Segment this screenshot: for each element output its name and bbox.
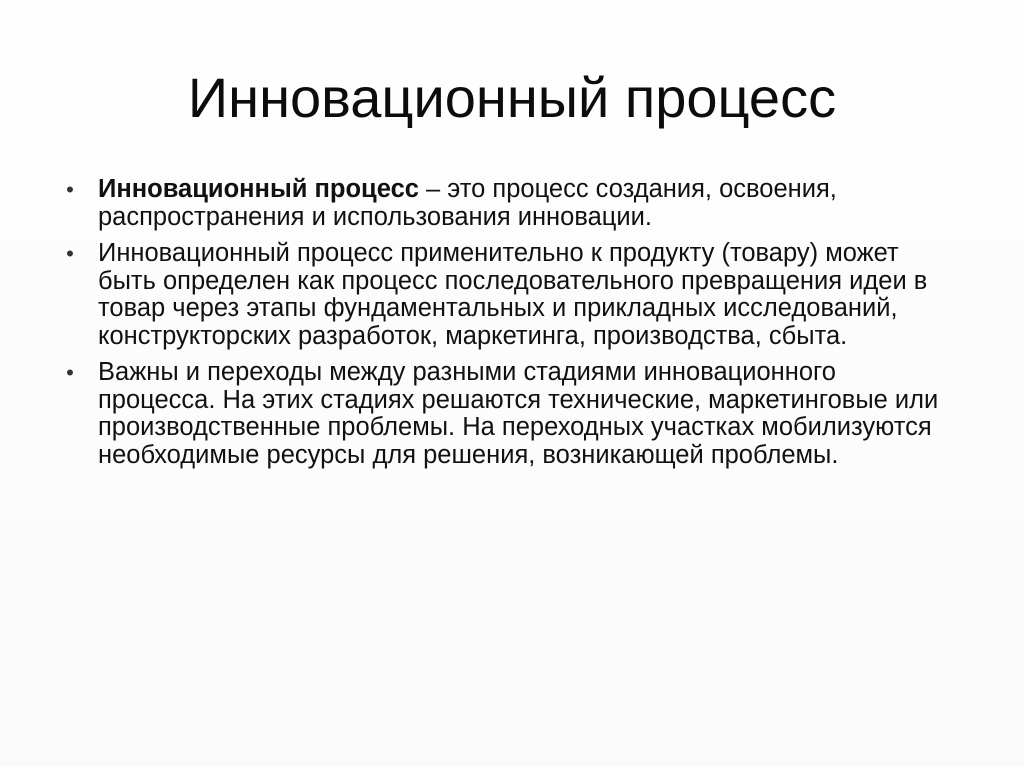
bullet-term: Инновационный процесс xyxy=(98,175,419,203)
bullet-text: Важны и переходы между разными стадиями инновационного процесса. На этих стадиях решаются технические, маркетинговые или производственные проблемы. На переходных участках мобилизуются необходимые ресурсы для решения, возникающей проблемы. xyxy=(98,358,939,469)
slide-title: Инновационный процесс xyxy=(187,66,837,129)
bullet-text: Инновационный процесс применительно к продукту (товару) может быть определен как процесс последовательного превращения идеи в товар через этапы фундаментальных и прикладных исследований, конструкторских разработок, маркетинга, производства, сбыта. xyxy=(98,239,928,350)
bullet-list xyxy=(60,176,960,478)
bullet-text: – это процесс создания, освоения, распространения и использования инновации. xyxy=(98,175,837,231)
bullet-icon: • xyxy=(66,360,74,385)
bullet-item-definition xyxy=(60,176,960,231)
bullet-icon: • xyxy=(66,177,74,202)
bullet-item-product xyxy=(60,240,960,350)
bullet-icon: • xyxy=(66,241,74,266)
bullet-item-transitions xyxy=(60,359,960,469)
